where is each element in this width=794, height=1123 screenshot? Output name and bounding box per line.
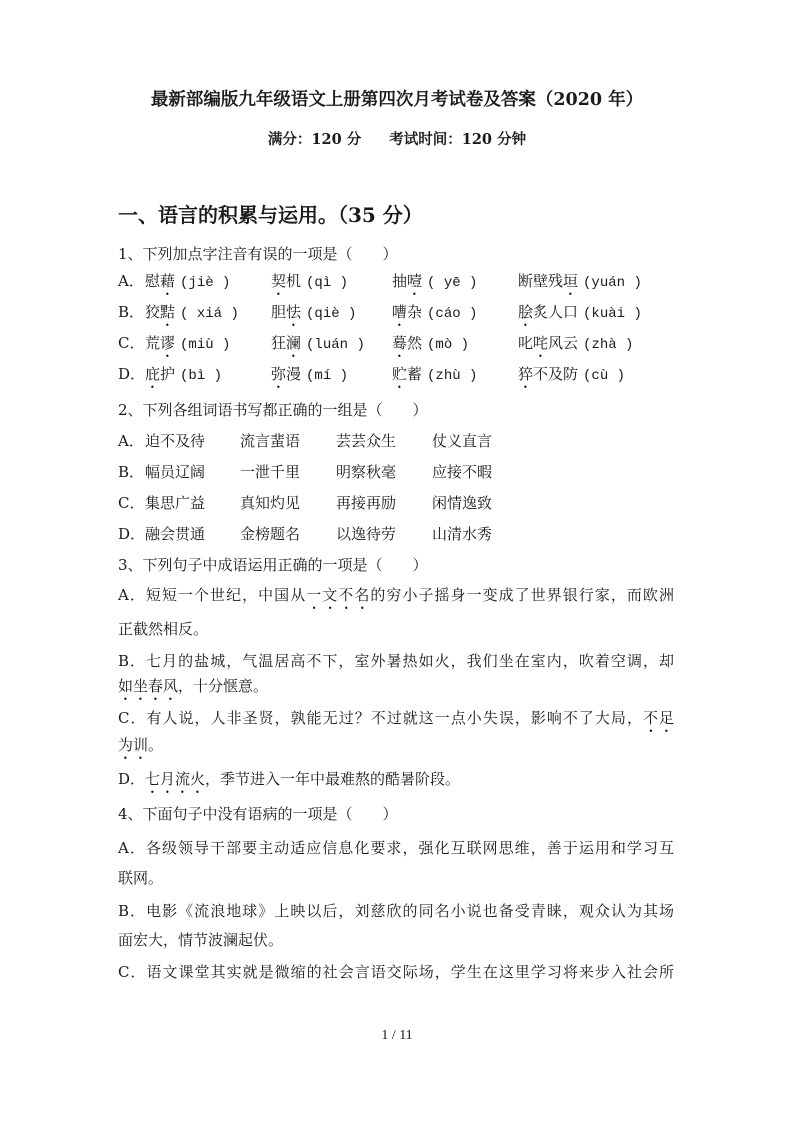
emphasis-dotted-text: 庇 [145,365,161,383]
question-1-option-b [0,301,794,323]
text-segment: 短短一个世纪，中国从 [145,586,307,604]
option-item [392,301,477,330]
emphasis-dotted-text: 如坐春风 [118,677,179,695]
text-segment: 护 [160,365,176,383]
pinyin: (mò ) [427,337,470,353]
option-item [145,301,239,330]
text-segment: 狂 [271,334,287,352]
option-item [392,363,477,392]
emphasis-dotted-text: 猝 [518,365,534,383]
text-segment: 正截然相反。 [118,620,209,638]
option-text [146,839,674,857]
option-item [392,270,477,299]
option-label: B． [118,902,147,920]
word [518,365,578,383]
word [518,334,578,352]
option-word: 应接不暇 [432,463,493,481]
option-word: 金榜题名 [240,525,301,543]
text-segment: 胆 [271,303,287,321]
question-4-stem: 4、下面句子中没有语病的一项是（ ） [118,805,398,823]
option-word: 再接再励 [336,494,397,512]
question-1-stem: 1、下列加点字注音有误的一项是（ ） [118,245,398,263]
emphasis-dotted-text: 黠 [160,303,176,321]
option-word: 迫不及待 [145,432,206,450]
emphasis-dotted-text: 噎 [407,272,423,290]
option-item [271,332,365,361]
question-3-option-a [118,584,674,613]
section-heading: 一、语言的积累与运用。（35 分） [118,203,423,227]
question-1-option-d [0,363,794,385]
pinyin: (zhà ) [583,337,634,353]
pinyin: (miù ) [180,337,231,353]
text-segment: 荒 [145,334,161,352]
text-segment: 杂 [407,303,423,321]
emphasis-dotted-text: 垣 [563,272,579,290]
question-3-option-a-continued [118,618,208,640]
word [145,334,175,352]
question-4-option-b [118,900,674,922]
option-word: 一泄千里 [240,463,301,481]
pinyin: (kuài ) [583,306,642,322]
option-label: A． [118,586,146,604]
text-segment: 漫 [286,365,302,383]
question-1-option-a [0,270,794,292]
emphasis-dotted-text: 一文不名 [306,586,371,604]
text-segment: 蓄 [407,365,423,383]
pinyin: (cù ) [583,368,626,384]
option-text [118,736,163,754]
question-4-option-b-continued [118,929,283,951]
text-segment: 叱 [518,334,534,352]
option-item [145,270,230,299]
pinyin: (jiè ) [180,275,231,291]
option-item [271,270,348,299]
emphasis-dotted-text: 咤 [533,334,549,352]
text-segment: ，季节进入一年中最难熬的酷暑阶段。 [205,770,461,788]
pinyin: (yuán ) [583,275,642,291]
option-text [118,620,208,638]
option-word: 山清水秀 [432,525,493,543]
pinyin: (luán ) [306,337,365,353]
word [271,334,301,352]
option-text [146,652,674,670]
pinyin: ( yē ) [427,275,478,291]
pinyin: ( xiá ) [180,306,239,322]
option-word: 集思广益 [145,494,206,512]
option-word: 融会贯通 [145,525,206,543]
option-word: 明察秋毫 [336,463,397,481]
emphasis-dotted-text: 藉 [160,272,176,290]
question-3-option-b [118,650,674,672]
question-1-option-c [0,332,794,354]
emphasis-dotted-text: 嘈 [392,303,408,321]
option-label: A． [118,839,146,857]
word [518,272,578,290]
word [392,303,422,321]
text-segment: ，十分惬意。 [178,677,269,695]
text-segment: 风云 [548,334,579,352]
option-label: D． [118,525,146,543]
emphasis-dotted-text: 七月流火 [145,770,206,788]
text-segment: 炙人口 [533,303,579,321]
option-item [518,363,625,392]
option-label: B． [118,463,145,481]
question-4-option-a-continued [118,867,163,889]
emphasis-dotted-text: 契 [271,272,287,290]
option-item [392,332,469,361]
question-2-option-d [0,523,794,545]
question-4-option-a [118,837,674,859]
option-label: C． [118,709,147,727]
option-item [518,301,642,330]
question-3-option-c [118,707,674,736]
option-text [146,586,674,604]
word [145,303,175,321]
pinyin: (zhù ) [427,368,478,384]
option-label: B． [118,303,145,321]
question-3-option-d [118,768,460,797]
question-2-option-b [0,461,794,483]
question-2-option-c [0,492,794,514]
option-text [147,963,674,981]
word [392,334,422,352]
option-text [147,709,674,727]
text-segment: 的穷小子摇身一变成了世界银行家，而欧洲 [370,586,674,604]
option-word: 以逸待劳 [336,525,397,543]
text-segment: 然 [407,334,423,352]
option-label: D． [118,365,146,383]
exam-info [0,130,794,150]
page-title: 最新部编版九年级语文上册第四次月考试卷及答案（2020 年） [150,90,644,110]
option-word: 芸芸众生 [336,432,397,450]
word [271,303,301,321]
word [392,365,422,383]
option-text [145,770,460,788]
option-text [146,902,674,920]
text-segment: 面宏大，情节波澜起伏。 [118,931,284,949]
option-word: 流言蜚语 [240,432,301,450]
text-segment: 抽 [392,272,408,290]
text-segment: 慰 [145,272,161,290]
option-word: 闲情逸致 [432,494,493,512]
option-label: C． [118,334,145,352]
text-segment: 有人说，人非圣贤，孰能无过？不过就这一点小失误，影响不了大局， [146,709,643,727]
option-word: 幅员辽阔 [145,463,206,481]
emphasis-dotted-text: 蓦 [392,334,408,352]
emphasis-dotted-text: 弥 [271,365,287,383]
question-3-option-b-continued [118,675,268,704]
text-segment: 联网。 [118,869,164,887]
option-label: C． [118,963,147,981]
option-label: B． [118,652,147,670]
word [271,365,301,383]
text-segment: 不及防 [533,365,579,383]
question-2-option-a [0,430,794,452]
option-label: D． [118,770,146,788]
word [518,303,578,321]
emphasis-dotted-text: 怯 [286,303,302,321]
option-item [518,270,642,299]
option-text [118,931,283,949]
pinyin: (mí ) [306,368,349,384]
question-3-option-c-continued [118,734,163,763]
exam-time: 考试时间：120 分钟 [389,131,527,148]
emphasis-dotted-text: 为训 [118,736,149,754]
option-label: A． [118,432,144,450]
text-segment: 。 [148,736,164,754]
option-item [271,301,356,330]
pinyin: (cáo ) [427,306,478,322]
emphasis-dotted-text: 不足 [642,709,674,727]
word [392,272,422,290]
pinyin: (qiè ) [306,306,357,322]
option-text [118,869,163,887]
text-segment: 机 [286,272,302,290]
text-segment: 狡 [145,303,161,321]
question-2-stem: 2、下列各组词语书写都正确的一组是（ ） [118,401,428,419]
option-label: C． [118,494,145,512]
word [145,365,175,383]
option-item [271,363,348,392]
page-number: 1 / 11 [381,1028,413,1043]
question-3-stem: 3、下列句子中成语运用正确的一项是（ ） [118,556,428,574]
text-segment: 各级领导干部要主动适应信息化要求，强化互联网思维，善于运用和学习互 [145,839,674,857]
word [145,272,175,290]
emphasis-dotted-text: 谬 [160,334,176,352]
pinyin: (bì ) [180,368,223,384]
emphasis-dotted-text: 澜 [286,334,302,352]
emphasis-dotted-text: 贮 [392,365,408,383]
text-segment: 电影《流浪地球》上映以后，刘慈欣的同名小说也备受青睐，观众认为其场 [146,902,674,920]
text-segment: 七月的盐城，气温居高不下，室外暑热如火，我们坐在室内，吹着空调，却 [146,652,674,670]
question-4-option-c [118,961,674,983]
option-word: 仗义直言 [432,432,493,450]
option-word: 真知灼见 [240,494,301,512]
text-segment: 语文课堂其实就是微缩的社会言语交际场，学生在这里学习将来步入社会所 [146,963,674,981]
pinyin: (qì ) [306,275,349,291]
option-label: A． [118,272,144,290]
full-score: 满分：120 分 [267,131,362,148]
text-segment: 断壁残 [518,272,564,290]
option-item [145,332,230,361]
word [271,272,301,290]
option-text [118,677,268,695]
option-item [145,363,222,392]
emphasis-dotted-text: 脍 [518,303,534,321]
option-item [518,332,633,361]
